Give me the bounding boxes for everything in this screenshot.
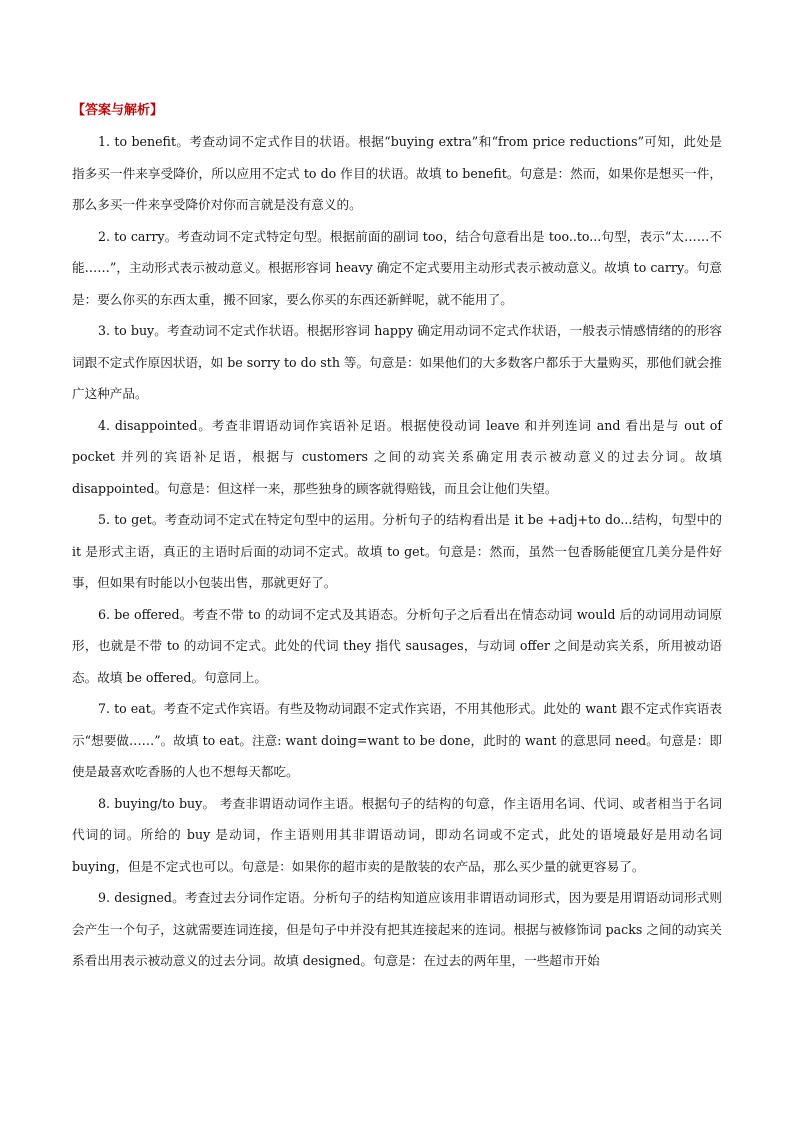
answer-item-4: 4. disappointed。考查非谓语动词作宾语补足语。根据使役动词 leave 和并列连词 and 看出是与 out of pocket 并列的宾语补足语，根据与 customers 之间的动宾关系确定用表示被动意义的过去分词。故填 disappointed。句意是：但这样一来，那些独身的顾客就得赔钱，而且会让他们失望。	[72, 417, 722, 496]
answer-item-1: 1. to benefit。考查动词不定式作目的状语。根据“buying extra”和“from price reductions”可知，此处是指多买一件来享受降价，所以应用不定式 to do 作目的状语。故填 to benefit。句意是：然而，如果你是想买一件，那么多买一件来享受降价对你而言就是没有意义的。	[72, 134, 722, 212]
answer-item-8: 8. buying/to buy。 考查非谓语动词作主语。根据句子的结构的句意，作主语用名词、代词、或者相当于名词代词的词。所给的 buy 是动词，作主语则用其非谓语动词，即动名词或不定式，此处的语境最好是用动名词 buying，但是不定式也可以。句意是：如果你的超市卖的是散装的农产品，那么买少量的就更容易了。	[72, 795, 722, 874]
answer-item-6: 6. be offered。考查不带 to 的动词不定式及其语态。分析句子之后看出在情态动词 would 后的动词用动词原形，也就是不带 to 的动词不定式。此处的代词 they 指代 sausages，与动词 offer 之间是动宾关系，所用被动语态。故填 be offered。句意同上。	[72, 606, 722, 685]
answer-item-3: 3. to buy。考查动词不定式作状语。根据形容词 happy 确定用动词不定式作状语，一般表示情感情绪的的形容词跟不定式作原因状语，如 be sorry to do sth 等。句意是：如果他们的大多数客户都乐于大量购买，那他们就会推广这种产品。	[72, 323, 722, 401]
answer-heading: 【答案与解析】	[72, 103, 164, 118]
answer-item-5: 5. to get。考查动词不定式在特定句型中的运用。分析句子的结构看出是 it be +adj+to do...结构，句型中的 it 是形式主语，真正的主语时后面的动词不定式。故填 to get。句意是：然而，虽然一包香肠能便宜几美分是件好事，但如果有时能以小包装出售，那就更好了。	[72, 512, 722, 590]
answer-item-7: 7. to eat。考查不定式作宾语。有些及物动词跟不定式作宾语，不用其他形式。此处的 want 跟不定式作宾语表示“想要做……”。故填 to eat。注意: want doing=want to be done，此时的 want 的意思同 need。句意是：即使是最喜欢吃香肠的人也不想每天都吃。	[72, 701, 722, 779]
document-page	[72, 98, 722, 977]
answer-item-9: 9. designed。考查过去分词作定语。分析句子的结构知道应该用非谓语动词形式，因为要是用谓语动词形式则会产生一个句子，这就需要连词连接，但是句子中并没有把其连接起来的连词。根据与被修饰词 packs 之间的动宾关系看出用表示被动意义的过去分词。故填 designed。句意是：在过去的两年里，一些超市开始	[72, 890, 722, 968]
answer-item-2: 2. to carry。考查动词不定式特定句型。根据前面的副词 too，结合句意看出是 too..to...句型，表示“太……不能……”，主动形式表示被动意义。根据形容词 heavy 确定不定式要用主动形式表示被动意义。故填 to carry。句意是：要么你买的东西太重，搬不回家，要么你买的东西还新鲜呢，就不能用了。	[72, 228, 722, 307]
